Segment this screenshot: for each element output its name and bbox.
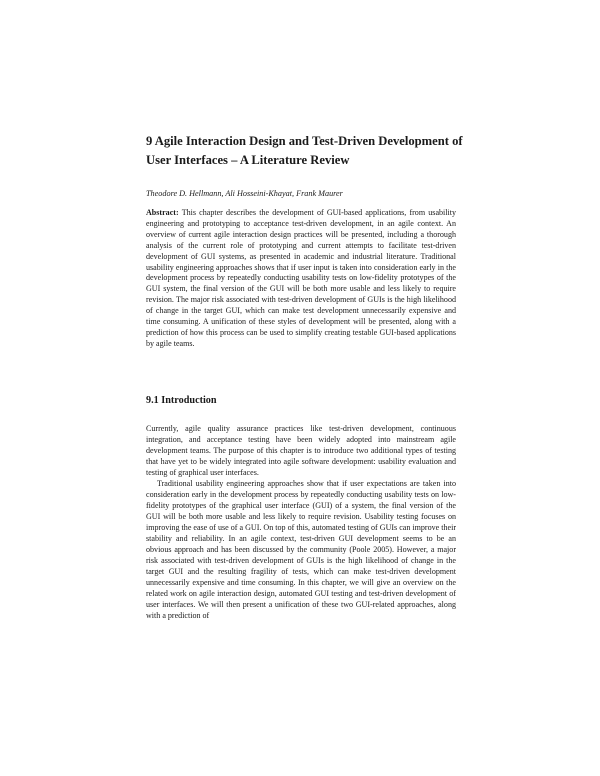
chapter-title: 9 Agile Interaction Design and Test-Driven Development of User Interfaces – A Literature Review (146, 134, 463, 167)
body-paragraph: Traditional usability engineering approaches show that if user expectations are taken into consideration early in the development process by repeatedly conducting usability tests on low-fidelity prototypes of the graphical user interface (GUI) of a system, the final version of the GUI will be both more usable and less likely to require revision. Usability testing focuses on improving the ease of use of a GUI. On top of this, automated testing of GUIs can improve their stability and reliability. In an agile context, test-driven GUI development seems to be an obvious approach and has been discussed by the community (Poole 2005). However, a major risk associated with test-driven development of GUIs is the high likelihood of change in the target GUI and the resulting fragility of tests, which can make test-driven development unnecessarily expensive and time consuming. In this chapter, we will give an overview on the related work on agile interaction design, automated GUI testing and test-driven development of user interfaces. We will then present a unification of these two GUI-related approaches, along with a prediction of (146, 479, 456, 620)
abstract-text: This chapter describes the development of GUI-based applications, from usability engineering and prototyping to acceptance test-driven development, in an agile context. An overview of current agile interaction design practices will be presented, including a thorough analysis of the current role of prototyping and current attempts to facilitate test-driven development of GUI systems, as presented in academic and industrial literature. Traditional usability engineering approaches shows that if user input is taken into consideration early in the development process by repeatedly conducting usability tests on low-fidelity prototypes of the GUI system, the final version of the GUI will be both more usable and less likely to require revision. The major risk associated with test-driven development of GUIs is the high likelihood of change in the target GUI, which can make test development unnecessarily expensive and time consuming. A unification of these styles of development will be presented, along with a prediction of how this process can be used to simplify creating testable GUI-based applications by agile teams. (146, 208, 456, 348)
section-body (146, 423, 456, 621)
abstract (146, 208, 456, 350)
chapter-authors: Theodore D. Hellmann, Ali Hosseini-Khayat, Frank Maurer (146, 189, 343, 198)
abstract-label: Abstract: (146, 208, 179, 217)
body-paragraph: Currently, agile quality assurance practices like test-driven development, continuous integration, and acceptance testing have been widely adopted into mainstream agile development teams. The purpose of this chapter is to introduce two additional types of testing that have yet to be widely integrated into agile software development: usability evaluation and testing of graphical user interfaces. (146, 424, 456, 477)
section-heading: 9.1 Introduction (146, 395, 217, 406)
